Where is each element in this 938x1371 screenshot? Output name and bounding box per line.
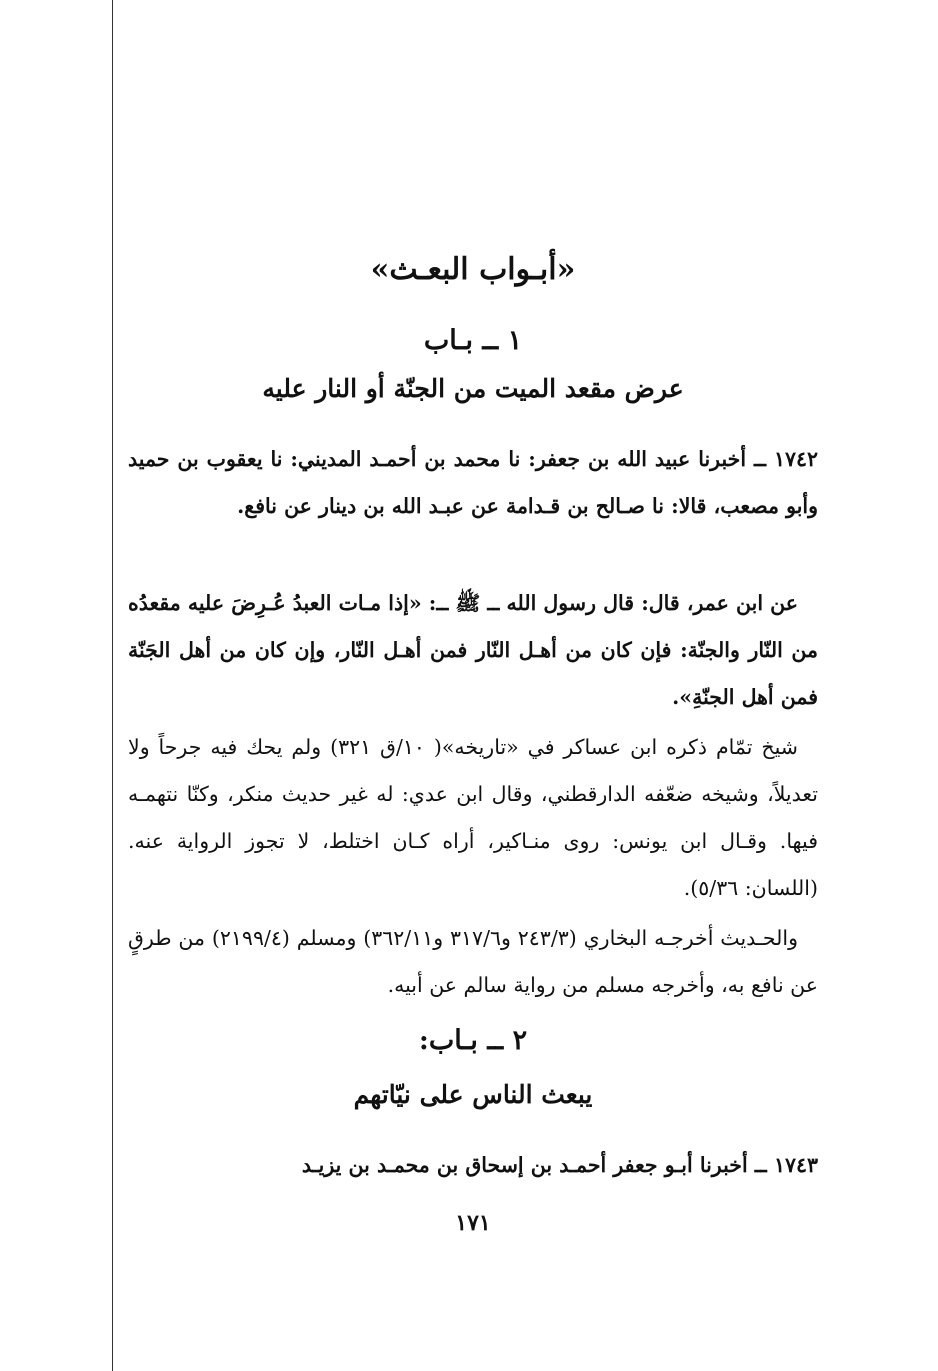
chapter-2-title: يبعث الناس على نيّاتهم: [353, 1080, 593, 1109]
chapter-2-number: ٢ ــ بـاب:: [418, 1025, 528, 1056]
hadith-1743-isnad-block: [128, 1142, 818, 1189]
page-number: ١٧١: [455, 1210, 491, 1236]
book-page: [128, 0, 818, 1371]
hadith-1742-matn: عن ابن عمر، قال: قال رسول الله ــ ﷺ ــ: «إذا مـات العبدُ عُـرِضَ عليه مقعدُه من النّار والجنّة: فإن كان من أهـل النّار فمن أهـل النّار، وإن كان من أهل الجَنّة فمن أهل الجنّةِ».: [128, 591, 818, 709]
hadith-1742-note-1: شيخ تمّام ذكره ابن عساكر في «تاريخه»( ١٠/ق ٣٢١) ولم يحك فيه جرحاً ولا تعديلاً، وشيخه ضعّفه الدارقطني، وقال ابن عدي: له غير حديث منكر، وكنّا نتهمـه فيها. وقـال ابن يونس: روى منـاكير، أراه كـان اختلط، لا تجوز الرواية عنه. (اللسان: ٥/٣٦).: [128, 735, 818, 900]
hadith-1742-matn-block: [128, 580, 818, 721]
hadith-1742-note-2: والحـديث أخرجـه البخاري (٢٤٣/٣ و٣١٧/٦ و٣٦٢/١١) ومسلم (٢١٩٩/٤) من طرقٍ عن نافع به، وأخرجه مسلم من رواية سالم عن أبيه.: [128, 926, 818, 997]
hadith-1742-note-2-block: [128, 915, 818, 1009]
chapter-1-number: ١ ــ بـاب: [423, 325, 523, 356]
book-section-title: «أبـواب البعـث»: [370, 252, 576, 287]
hadith-1742-isnad-block: [128, 436, 818, 530]
hadith-1742-isnad: ١٧٤٢ ــ أخبرنا عبيد الله بن جعفر: نا محمد بن أحمـد المديني: نا يعقوب بن حميد وأبو مصعب، قالا: نا صـالح بن قـدامة عن عبـد الله بن دينار عن نافع.: [128, 447, 818, 518]
hadith-1742-note-1-block: [128, 724, 818, 912]
page-margin-rule: [112, 0, 113, 1371]
chapter-1-title: عرض مقعد الميت من الجنّة أو النار عليه: [262, 374, 684, 403]
hadith-1743-isnad: ١٧٤٣ ــ أخبرنا أبـو جعفر أحمـد بن إسحاق بن محمـد بن يزيـد: [301, 1153, 818, 1177]
